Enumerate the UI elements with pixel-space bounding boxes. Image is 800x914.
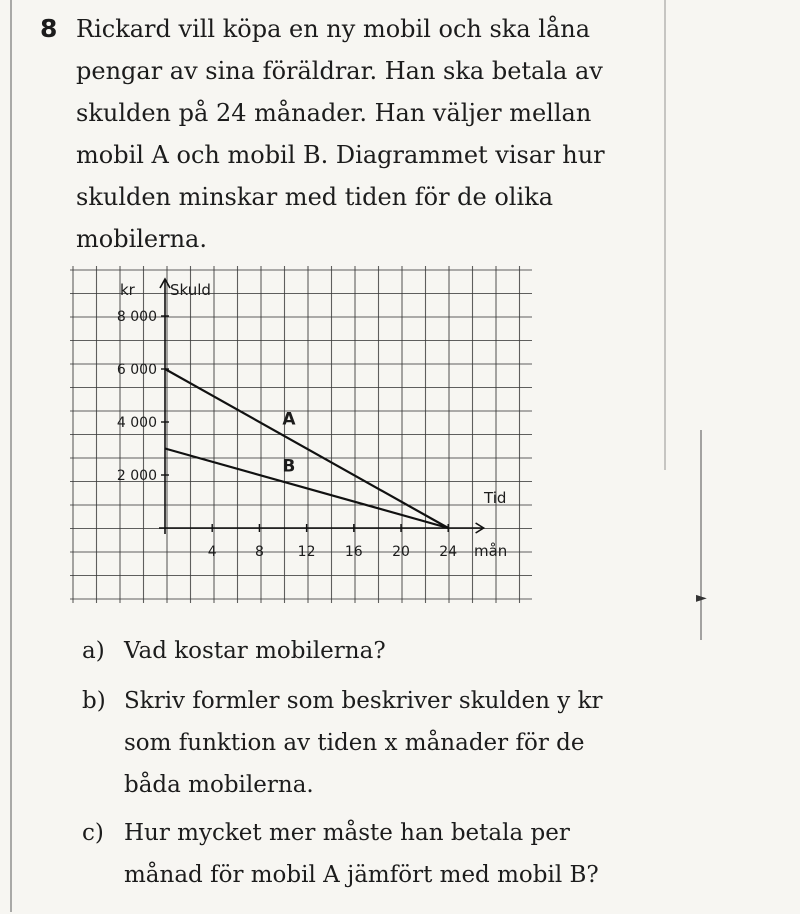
chart-series: [165, 369, 448, 528]
x-axis-label: Tid: [484, 489, 507, 507]
y-axis-unit: kr: [120, 281, 135, 299]
question-line: Vad kostar mobilerna?: [124, 638, 386, 664]
x-tick-label: 20: [392, 544, 410, 560]
question-line: Skriv formler som beskriver skulden y kr: [124, 688, 603, 714]
problem-line: mobil A och mobil B. Diagrammet visar hur: [76, 141, 605, 169]
question-line: som funktion av tiden x månader för de: [124, 730, 585, 756]
x-tick-label: 12: [297, 544, 316, 560]
debt-chart: [70, 258, 540, 608]
arrow-right-icon: ►: [696, 590, 707, 606]
question-letter: c): [82, 820, 104, 846]
y-axis-label: Skuld: [170, 281, 211, 299]
question-line: båda mobilerna.: [124, 772, 314, 798]
page-edge-left: [10, 0, 12, 912]
question-line: Hur mycket mer måste han betala per: [124, 820, 570, 846]
x-tick-label: 4: [207, 544, 217, 560]
x-tick-label: 8: [254, 544, 264, 560]
problem-line: mobilerna.: [76, 225, 207, 253]
x-axis-unit: mån: [474, 542, 508, 560]
y-tick-label: 6 000: [116, 362, 157, 378]
series-label-b: B: [282, 456, 296, 477]
series-line-a: [165, 369, 448, 528]
page-edge-right-lower: [700, 430, 702, 640]
series-label-a: A: [282, 409, 296, 430]
y-tick-label: 2 000: [116, 468, 157, 484]
problem-line: skulden på 24 månader. Han väljer mellan: [76, 99, 592, 127]
question-c: [82, 812, 662, 896]
series-line-b: [165, 449, 448, 529]
question-line: månad för mobil A jämfört med mobil B?: [124, 862, 599, 888]
question-letter: b): [82, 688, 106, 714]
x-tick-label: 24: [439, 544, 458, 560]
question-a: [82, 630, 662, 672]
y-tick-label: 8 000: [116, 309, 157, 325]
question-b: [82, 680, 662, 806]
problem-line: skulden minskar med tiden för de olika: [76, 183, 554, 211]
x-tick-label: 16: [344, 544, 363, 560]
page-edge-right: [664, 0, 666, 470]
problem-number: 8: [40, 14, 58, 43]
problem-line: Rickard vill köpa en ny mobil och ska låna: [76, 15, 591, 43]
y-tick-label: 4 000: [116, 415, 157, 431]
x-axis-ticks: [208, 524, 457, 560]
problem-line: pengar av sina föräldrar. Han ska betala av: [76, 57, 603, 85]
question-letter: a): [82, 638, 105, 664]
problem-text: [40, 8, 640, 260]
